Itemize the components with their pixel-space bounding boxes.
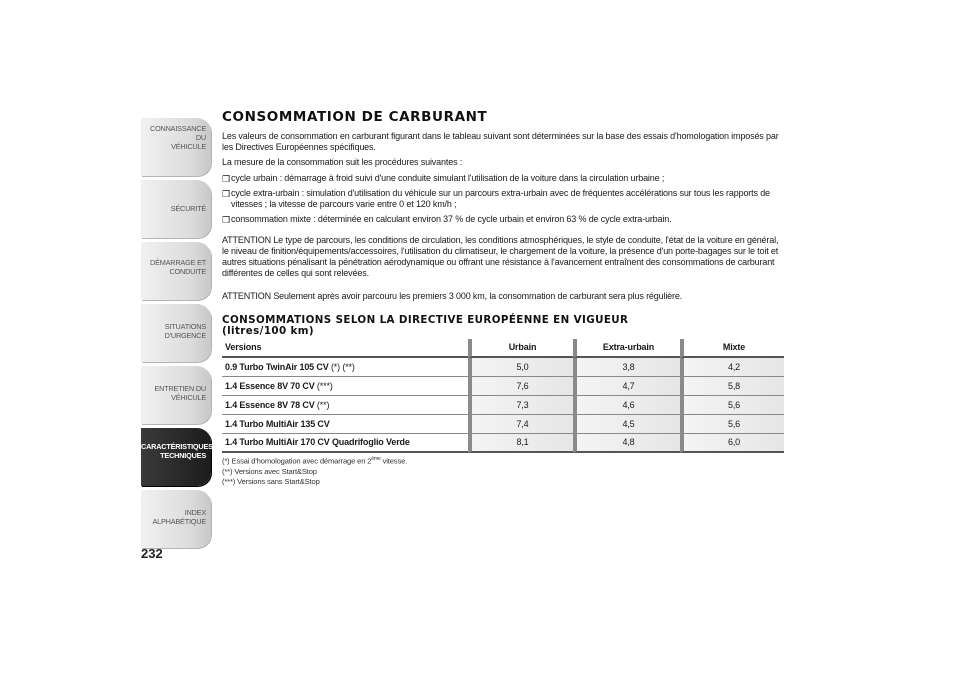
version-name: 1.4 Essence 8V 78 CV xyxy=(225,399,315,410)
tab-label-line2: ALPHABÉTIQUE xyxy=(152,517,206,526)
cell-mixte: 5,6 xyxy=(680,396,784,415)
header-extra-urbain: Extra-urbain xyxy=(573,339,680,358)
table-title xyxy=(222,315,784,337)
footnote-3: (***) Versions sans Start&Stop xyxy=(222,476,320,486)
table-title-line1: CONSOMMATIONS SELON LA DIRECTIVE EUROPÉENNE EN VIGUEUR xyxy=(222,314,629,327)
list-item xyxy=(222,214,784,225)
table-row xyxy=(222,415,784,434)
header-mixte: Mixte xyxy=(680,339,784,358)
chapter-tabs xyxy=(141,118,211,546)
procedure-intro: La mesure de la consommation suit les procédures suivantes : xyxy=(222,157,463,168)
cell-extra-urbain: 4,5 xyxy=(573,415,680,434)
tab-label-line1: DÉMARRAGE ET xyxy=(150,258,206,267)
tab-label-line2: VÉHICULE xyxy=(171,393,206,402)
checkbox-bullet-icon: ❒ xyxy=(222,188,230,199)
version-name: 1.4 Turbo MultiAir 170 CV Quadrifoglio Verde xyxy=(225,437,410,448)
version-note: (**) xyxy=(314,399,330,410)
tab-situations-d-urgence[interactable] xyxy=(141,304,211,362)
footnote-1-text: (*) Essai d'homologation avec démarrage en 2 xyxy=(222,456,372,466)
tab-entretien-du-vehicule[interactable] xyxy=(141,366,211,424)
cell-version xyxy=(222,434,468,453)
bullet-text: cycle urbain : démarrage à froid suivi d'une conduite simulant l'utilisation de la voiture dans la circulation urbaine ; xyxy=(231,173,665,184)
version-name: 0.9 Turbo TwinAir 105 CV xyxy=(225,361,329,372)
footnotes xyxy=(222,454,784,487)
version-note: (***) xyxy=(314,380,333,391)
tab-label-line1: INDEX xyxy=(184,508,206,517)
cell-version xyxy=(222,358,468,377)
tab-label-line1: SITUATIONS xyxy=(164,322,206,331)
cell-extra-urbain: 4,8 xyxy=(573,434,680,453)
cell-version xyxy=(222,415,468,434)
cell-urbain: 5,0 xyxy=(468,358,573,377)
cell-extra-urbain: 4,7 xyxy=(573,377,680,396)
tab-label-line1: SÉCURITÉ xyxy=(170,204,206,213)
page-content xyxy=(222,109,784,487)
version-name: 1.4 Turbo MultiAir 135 CV xyxy=(225,418,330,429)
footnote-2: (**) Versions avec Start&Stop xyxy=(222,466,317,476)
table-title-unit: (litres/100 km) xyxy=(222,325,314,338)
consumption-table xyxy=(222,339,784,453)
attention-paragraph-2: ATTENTION Seulement après avoir parcouru les premiers 3 000 km, la consommation de carburant sera plus régulière. xyxy=(222,290,683,301)
cell-urbain: 7,6 xyxy=(468,377,573,396)
tab-index-alphabetique[interactable] xyxy=(141,490,211,548)
footnote-1-sup: ème xyxy=(371,456,381,463)
tab-demarrage-et-conduite[interactable] xyxy=(141,242,211,300)
tab-label-line1: CONNAISSANCE DU xyxy=(150,124,206,142)
footnote-1 xyxy=(222,454,784,467)
table-row xyxy=(222,377,784,396)
tab-label-line2: TECHNIQUES xyxy=(160,451,206,460)
tab-caracteristiques-techniques[interactable] xyxy=(141,428,211,486)
cell-mixte: 5,8 xyxy=(680,377,784,396)
tab-securite[interactable] xyxy=(141,180,211,238)
list-item xyxy=(222,188,784,210)
header-urbain: Urbain xyxy=(468,339,573,358)
intro-paragraph: Les valeurs de consommation en carburant figurant dans le tableau suivant sont déterminées sur la base des essais d'homologation imposés par les Directives Européennes spécifiques. xyxy=(222,130,779,152)
cell-urbain: 7,4 xyxy=(468,415,573,434)
tab-label-line2: D'URGENCE xyxy=(164,331,206,340)
tab-label-line1: CARACTÉRISTIQUES xyxy=(141,442,213,451)
table-row xyxy=(222,434,784,453)
tab-label-line2: CONDUITE xyxy=(169,267,206,276)
table-row xyxy=(222,396,784,415)
checkbox-bullet-icon: ❒ xyxy=(222,174,230,185)
version-name: 1.4 Essence 8V 70 CV xyxy=(225,380,315,391)
page-number: 232 xyxy=(141,546,163,561)
tab-label-line1: ENTRETIEN DU xyxy=(154,384,206,393)
bullet-text: consommation mixte : déterminée en calculant environ 37 % de cycle urbain et environ 63 % de cycle extra-urbain. xyxy=(231,213,672,224)
cell-mixte: 4,2 xyxy=(680,358,784,377)
version-note: (*) (**) xyxy=(328,361,355,372)
checkbox-bullet-icon: ❒ xyxy=(222,214,230,225)
cell-extra-urbain: 3,8 xyxy=(573,358,680,377)
table-header-row xyxy=(222,339,784,358)
cell-extra-urbain: 4,6 xyxy=(573,396,680,415)
cell-mixte: 5,6 xyxy=(680,415,784,434)
footnote-1-end: vitesse. xyxy=(380,456,408,466)
cell-urbain: 8,1 xyxy=(468,434,573,453)
cell-version xyxy=(222,377,468,396)
header-versions: Versions xyxy=(222,339,468,358)
cell-urbain: 7,3 xyxy=(468,396,573,415)
tab-label-line2: VÉHICULE xyxy=(171,142,206,151)
cell-version xyxy=(222,396,468,415)
bullet-text: cycle extra-urbain : simulation d'utilisation du véhicule sur un parcours extra-urbain avec de fréquentes accélérations sur tous les rapports de vitesses ; la vitesse de parcours varie entre 0 et 120 km/h ; xyxy=(231,187,770,209)
cell-mixte: 6,0 xyxy=(680,434,784,453)
tab-connaissance-du-vehicule[interactable] xyxy=(141,118,211,176)
table-row xyxy=(222,358,784,377)
section-title: CONSOMMATION DE CARBURANT xyxy=(222,109,488,125)
attention-paragraph: ATTENTION Le type de parcours, les conditions de circulation, les conditions atmosphériques, le style de conduite, l'état de la voiture en général, le niveau de finition/équipements/accessoires, l'utilisation du climatiseur, le chargement de la voiture, la présence d'un porte-bagages sur le toit et autres situations pénalisant la pénétration aérodynamique ou offrant une résistance à l'avancement entraînent des consommations de carburant différentes de celles qui sont relevées. xyxy=(222,235,779,278)
list-item xyxy=(222,173,784,184)
